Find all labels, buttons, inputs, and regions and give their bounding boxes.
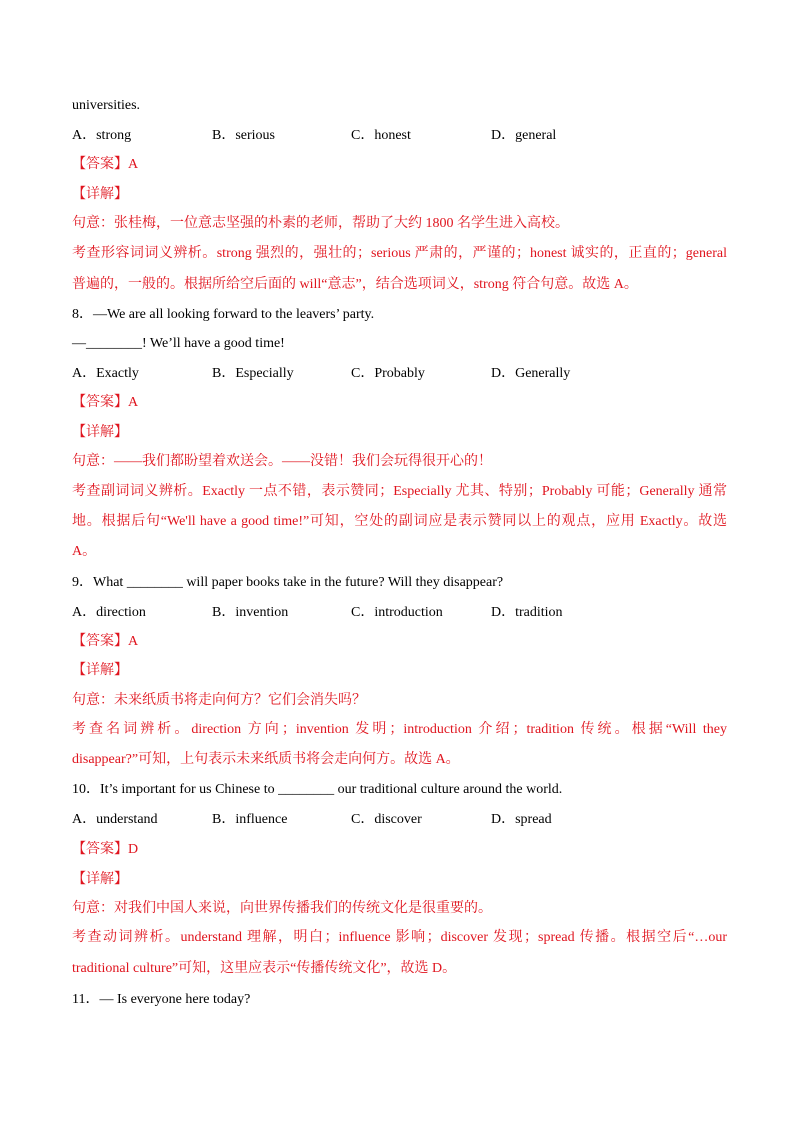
q7-detail-label: 【详解】 — [72, 187, 128, 202]
q8-meaning: 句意：——我们都盼望着欢送会。——没错！我们会玩得很开心的！ — [72, 454, 492, 469]
q9-analysis-line-1: 考查名词辨析。direction 方向；invention 发明；introduction 介绍；tradition 传统。根据“Will they — [72, 722, 727, 737]
q10-stem: 10．It’s important for us Chinese to ________ our traditional culture around the world. — [72, 782, 563, 797]
q10-answer: 【答案】D — [72, 842, 139, 857]
q7-option-c: C．honest — [351, 128, 411, 143]
q8-analysis-line-1: 考查副词词义辨析。Exactly 一点不错，表示赞同；Especially 尤其、特别；Probably 可能；Generally 通常 — [72, 484, 727, 499]
q7-option-d: D．general — [491, 128, 557, 143]
q8-detail-label: 【详解】 — [72, 425, 128, 440]
q8-option-a: A．Exactly — [72, 366, 139, 381]
q7-analysis-line-1: 考查形容词词义辨析。strong 强烈的，强壮的；serious 严肃的，严谨的；honest 诚实的，正直的；general — [72, 246, 727, 261]
q9-answer: 【答案】A — [72, 634, 139, 649]
q9-option-d: D．tradition — [491, 605, 563, 620]
q8-stem-line-2: —________! We’ll have a good time! — [72, 336, 285, 351]
q8-option-c: C．Probably — [351, 366, 425, 381]
q10-detail-label: 【详解】 — [72, 872, 128, 887]
q8-stem-line-1: 8．—We are all looking forward to the leavers’ party. — [72, 307, 375, 322]
q7-meaning: 句意：张桂梅，一位意志坚强的朴素的老师，帮助了大约 1800 名学生进入高校。 — [72, 216, 569, 231]
q9-option-a: A．direction — [72, 605, 146, 620]
q9-detail-label: 【详解】 — [72, 663, 128, 678]
q7-stem-tail: universities. — [72, 98, 141, 113]
q8-answer: 【答案】A — [72, 395, 139, 410]
q9-meaning: 句意：未来纸质书将走向何方？它们会消失吗？ — [72, 693, 366, 708]
q9-option-b: B．invention — [212, 605, 289, 620]
q10-option-d: D．spread — [491, 812, 552, 827]
q9-option-c: C．introduction — [351, 605, 443, 620]
q10-option-b: B．influence — [212, 812, 288, 827]
q10-meaning: 句意：对我们中国人来说，向世界传播我们的传统文化是很重要的。 — [72, 901, 492, 916]
q10-option-c: C．discover — [351, 812, 422, 827]
q10-analysis-line-1: 考查动词辨析。understand 理解，明白；influence 影响；discover 发现；spread 传播。根据空后“…our — [72, 930, 727, 945]
q7-option-a: A．strong — [72, 128, 132, 143]
q7-analysis-line-2: 普遍的，一般的。根据所给空后面的 will“意志”，结合选项词义，strong 符合句意。故选 A。 — [72, 277, 638, 292]
q8-option-b: B．Especially — [212, 366, 294, 381]
q11-stem: 11．— Is everyone here today? — [72, 992, 251, 1007]
q8-option-d: D．Generally — [491, 366, 571, 381]
q9-analysis-line-2: disappear?”可知，上句表示未来纸质书将会走向何方。故选 A。 — [72, 752, 460, 767]
q8-analysis-line-2: 地。根据后句“We'll have a good time!”可知，空处的副词应是表示赞同以上的观点，应用 Exactly。故选 — [72, 514, 727, 529]
q7-option-b: B．serious — [212, 128, 275, 143]
q7-answer: 【答案】A — [72, 157, 139, 172]
q8-analysis-line-3: A。 — [72, 544, 97, 559]
q10-analysis-line-2: traditional culture”可知，这里应表示“传播传统文化”，故选 D。 — [72, 961, 457, 976]
q9-stem: 9．What ________ will paper books take in the future? Will they disappear? — [72, 575, 504, 590]
q10-option-a: A．understand — [72, 812, 158, 827]
